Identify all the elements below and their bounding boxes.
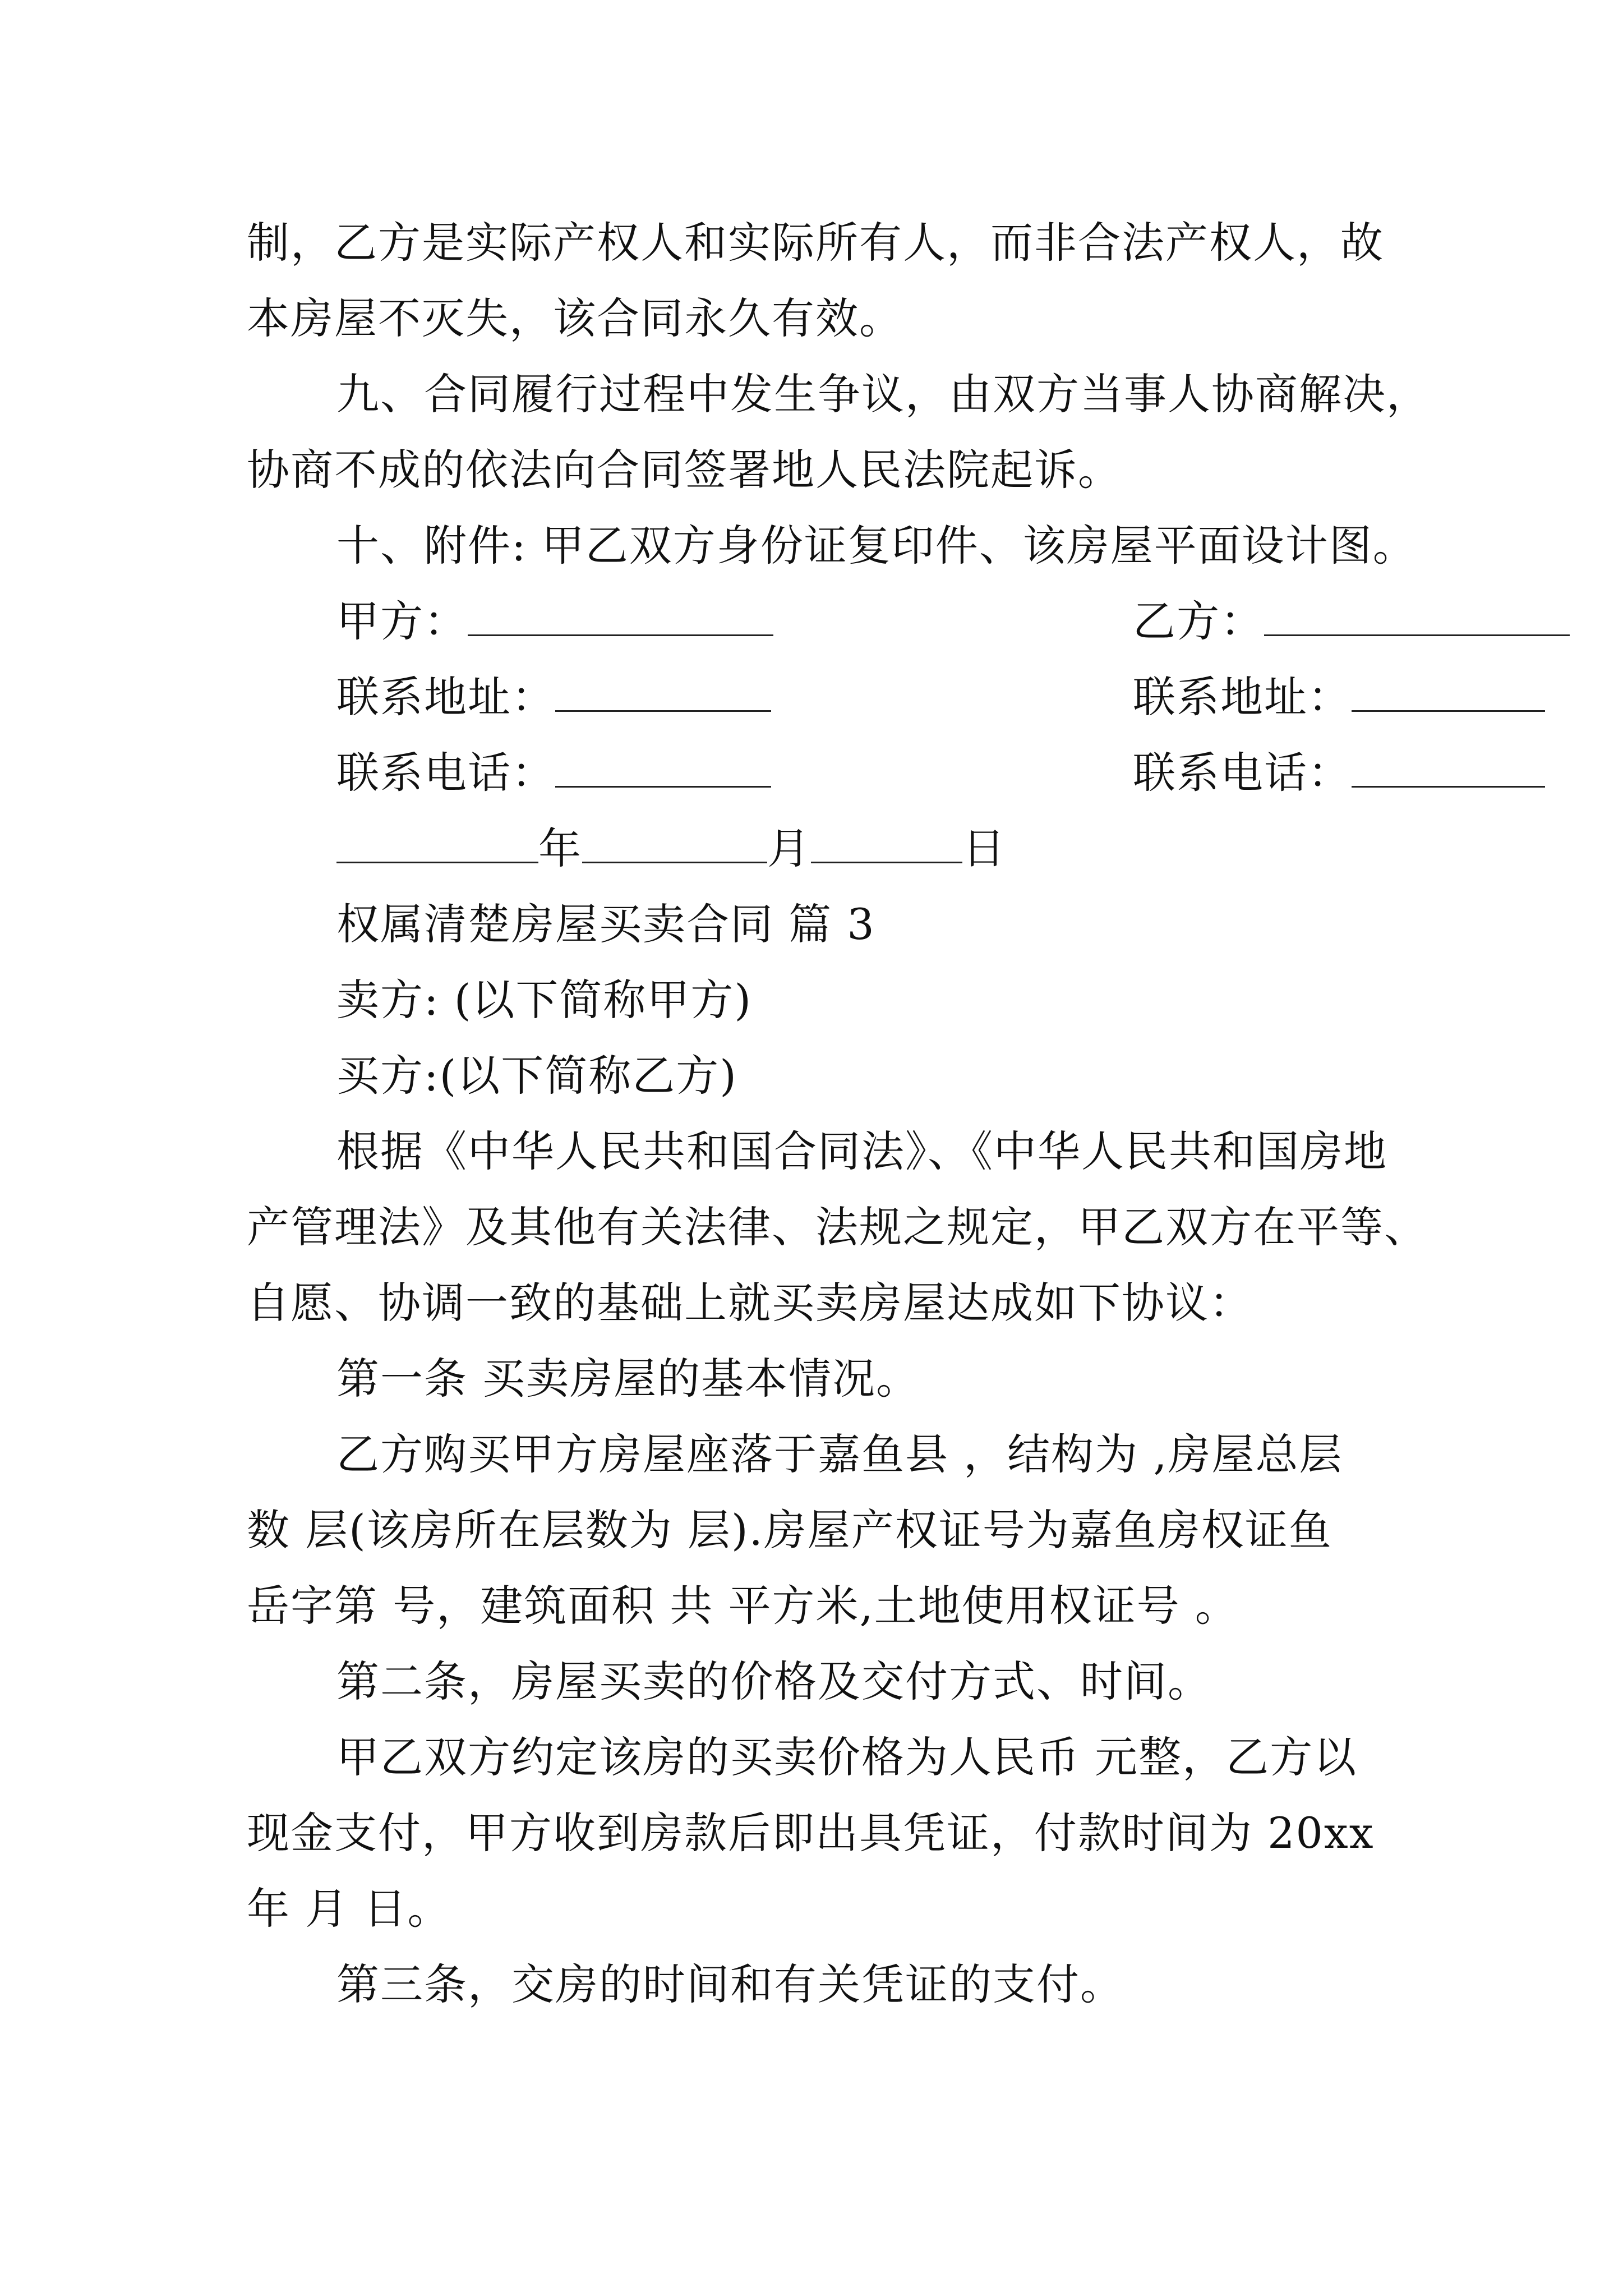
article-title: 第一条 买卖房屋的基本情况。 [336, 1354, 920, 1404]
text-line: 乙方购买甲方房屋座落于嘉鱼县 ，结构为 ,房屋总层 [336, 1429, 1343, 1479]
address-a-blank[interactable] [555, 673, 771, 712]
party-b-blank[interactable] [1264, 597, 1570, 636]
phone-b-group [1133, 745, 1545, 801]
phone-a-blank[interactable] [555, 749, 771, 788]
phone-a-label: 联系电话： [336, 748, 555, 798]
day-label: 日 [962, 823, 1006, 873]
date-row [336, 821, 1006, 877]
phone-b-blank[interactable] [1352, 749, 1545, 788]
month-label: 月 [767, 823, 811, 873]
text-line: 协商不成的依法向合同签署地人民法院起诉。 [247, 445, 1122, 495]
text-line: 自愿、协调一致的基础上就买卖房屋达成如下协议： [247, 1278, 1253, 1328]
article-title: 第二条，房屋买卖的价格及交付方式、时间。 [336, 1657, 1211, 1706]
text-line: 甲乙双方约定该房的买卖价格为人民币 元整，乙方以 [336, 1732, 1358, 1782]
text-line: 本房屋不灭失，该合同永久有效。 [247, 293, 903, 343]
text-line: 现金支付，甲方收到房款后即出具凭证，付款时间为 20xx [247, 1808, 1375, 1858]
phone-b-label: 联系电话： [1133, 748, 1352, 798]
address-signature-row [336, 669, 1352, 725]
month-blank[interactable] [582, 825, 767, 863]
address-a-label: 联系地址： [336, 672, 555, 722]
year-label: 年 [538, 823, 582, 873]
section-title: 权属清楚房屋买卖合同 篇 3 [336, 899, 875, 949]
party-a-blank[interactable] [468, 597, 773, 636]
text-line: 根据《中华人民共和国合同法》、《中华人民共和国房地 [336, 1126, 1387, 1176]
phone-signature-row [336, 745, 1352, 801]
text-line: 年 月 日。 [247, 1884, 451, 1934]
text-line: 制，乙方是实际产权人和实际所有人，而非合法产权人，故 [247, 218, 1384, 268]
day-blank[interactable] [811, 825, 962, 863]
address-b-group [1133, 669, 1545, 725]
seller-line: 卖方: (以下简称甲方) [336, 975, 753, 1025]
party-a-label: 甲方： [336, 596, 468, 646]
address-b-label: 联系地址： [1133, 672, 1352, 722]
text-line: 岳字第 号，建筑面积 共 平方米,土地使用权证号 。 [247, 1581, 1239, 1631]
buyer-line: 买方:(以下简称乙方) [336, 1051, 737, 1101]
text-line: 数 层(该房所在层数为 层).房屋产权证号为嘉鱼房权证鱼 [247, 1505, 1332, 1555]
article-title: 第三条，交房的时间和有关凭证的支付。 [336, 1959, 1124, 2009]
text-line: 十、附件: 甲乙双方身份证复印件、该房屋平面设计图。 [336, 521, 1417, 570]
party-b-group [1133, 593, 1570, 650]
party-signature-row [336, 593, 1290, 650]
text-line: 产管理法》及其他有关法律、法规之规定，甲乙双方在平等、 [247, 1202, 1428, 1252]
address-b-blank[interactable] [1352, 673, 1545, 712]
party-b-label: 乙方： [1133, 596, 1264, 646]
text-line: 九、合同履行过程中发生争议，由双方当事人协商解决， [336, 369, 1430, 419]
year-blank[interactable] [336, 825, 538, 863]
